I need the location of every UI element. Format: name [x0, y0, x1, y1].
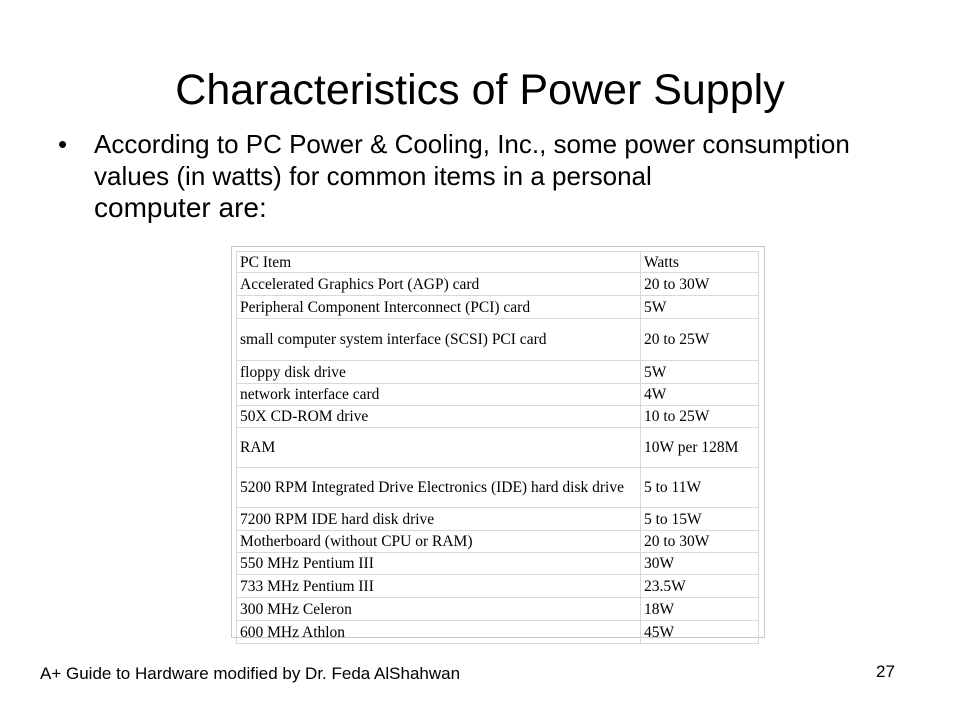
table-row — [237, 319, 759, 361]
item-cell: 600 MHz Athlon — [237, 621, 641, 644]
header-pc-item: PC Item — [237, 252, 641, 273]
item-cell: 733 MHz Pentium III — [237, 575, 641, 598]
table-row — [237, 428, 759, 468]
table-row — [237, 598, 759, 621]
table-row — [237, 575, 759, 598]
watts-cell: 30W — [641, 553, 759, 575]
watts-cell: 23.5W — [641, 575, 759, 598]
item-cell: network interface card — [237, 384, 641, 406]
table-row — [237, 553, 759, 575]
item-cell: 5200 RPM Integrated Drive Electronics (IDE) hard disk drive — [237, 468, 641, 508]
bullet-symbol: • — [58, 129, 68, 159]
watts-cell: 5 to 15W — [641, 508, 759, 531]
table-row — [237, 406, 759, 428]
table-row — [237, 384, 759, 406]
watts-cell: 5W — [641, 296, 759, 319]
table-row — [237, 361, 759, 384]
watts-cell: 5W — [641, 361, 759, 384]
bullet-text: According to PC Power & Cooling, Inc., some power consumption values (in watts) for common items in a personal — [94, 129, 850, 191]
item-cell: small computer system interface (SCSI) PCI card — [237, 319, 641, 361]
watts-cell: 20 to 30W — [641, 531, 759, 553]
watts-cell: 45W — [641, 621, 759, 644]
item-cell: Motherboard (without CPU or RAM) — [237, 531, 641, 553]
item-cell: RAM — [237, 428, 641, 468]
table-row — [237, 621, 759, 644]
watts-cell: 20 to 25W — [641, 319, 759, 361]
page-number: 27 — [876, 662, 895, 681]
table-row — [237, 296, 759, 319]
watts-cell: 10W per 128M — [641, 428, 759, 468]
power-consumption-table-frame — [231, 246, 765, 641]
item-cell: Accelerated Graphics Port (AGP) card — [237, 273, 641, 296]
slide-title: Characteristics of Power Supply — [175, 66, 785, 114]
item-cell: floppy disk drive — [237, 361, 641, 384]
watts-cell: 4W — [641, 384, 759, 406]
watts-cell: 10 to 25W — [641, 406, 759, 428]
bullet-text-tail: computer are: — [94, 192, 267, 223]
table-header-row — [237, 252, 759, 273]
watts-cell: 5 to 11W — [641, 468, 759, 508]
table-row — [237, 508, 759, 531]
table-row — [237, 531, 759, 553]
power-consumption-table — [236, 251, 759, 644]
item-cell: 50X CD-ROM drive — [237, 406, 641, 428]
table-row — [237, 273, 759, 296]
table-row — [237, 468, 759, 508]
footer-text: A+ Guide to Hardware modified by Dr. Feda AlShahwan — [40, 664, 461, 683]
header-watts: Watts — [641, 252, 759, 273]
item-cell: Peripheral Component Interconnect (PCI) card — [237, 296, 641, 319]
watts-cell: 18W — [641, 598, 759, 621]
item-cell: 550 MHz Pentium III — [237, 553, 641, 575]
watts-cell: 20 to 30W — [641, 273, 759, 296]
item-cell: 300 MHz Celeron — [237, 598, 641, 621]
item-cell: 7200 RPM IDE hard disk drive — [237, 508, 641, 531]
